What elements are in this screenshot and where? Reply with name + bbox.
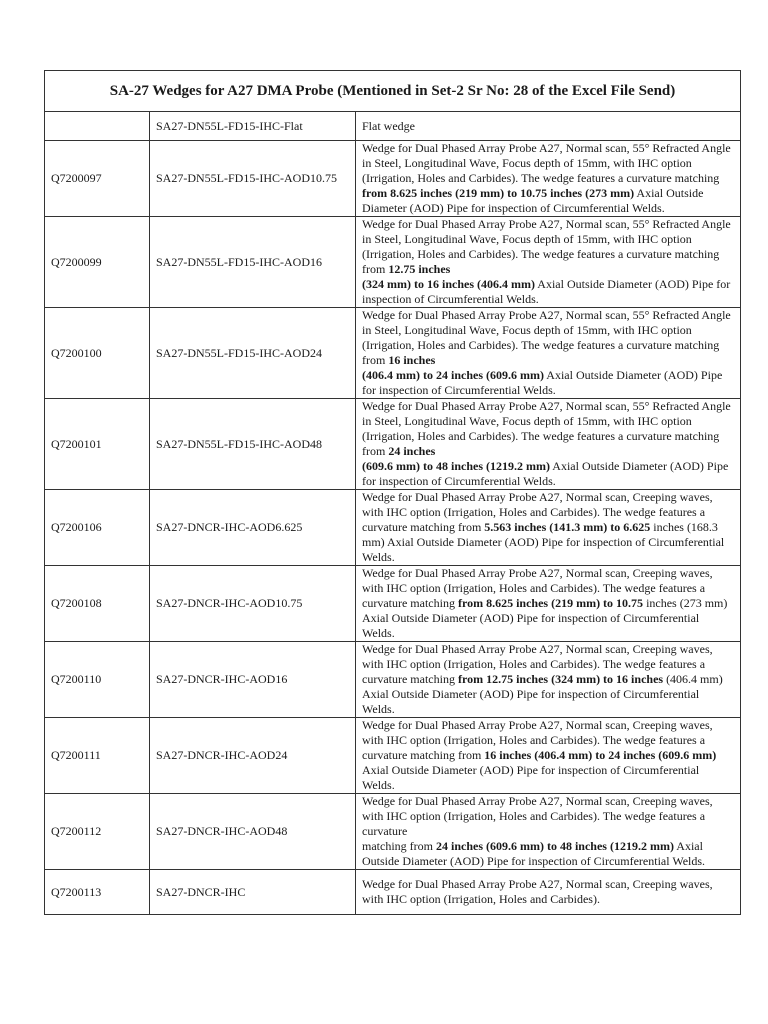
table-row <box>45 308 741 399</box>
description: Wedge for Dual Phased Array Probe A27, Normal scan, 55° Refracted Angle in Steel, Longitudinal Wave, Focus depth of 15mm, with IHC option (Irrigation, Holes and Carbides). The wedge features a curvature matching from 16 inches (406.4 mm) to 24 inches (609.6 mm) Axial Outside Diameter (AOD) Pipe for inspection of Circumferential Welds. <box>356 308 741 399</box>
description: Wedge for Dual Phased Array Probe A27, Normal scan, 55° Refracted Angle in Steel, Longitudinal Wave, Focus depth of 15mm, with IHC option (Irrigation, Holes and Carbides). The wedge features a curvature matching from 24 inches (609.6 mm) to 48 inches (1219.2 mm) Axial Outside Diameter (AOD) Pipe for inspection of Circumferential Welds. <box>356 399 741 490</box>
table-row <box>45 112 741 141</box>
description: Wedge for Dual Phased Array Probe A27, Normal scan, 55° Refracted Angle in Steel, Longitudinal Wave, Focus depth of 15mm, with IHC option (Irrigation, Holes and Carbides). The wedge features a curvature matching from 8.625 inches (219 mm) to 10.75 inches (273 mm) Axial Outside Diameter (AOD) Pipe for inspection of Circumferential Welds. <box>356 141 741 217</box>
model-number: SA27-DNCR-IHC-AOD48 <box>150 794 356 870</box>
model-number: SA27-DN55L-FD15-IHC-AOD10.75 <box>150 141 356 217</box>
table-row <box>45 141 741 217</box>
model-number: SA27-DNCR-IHC-AOD10.75 <box>150 566 356 642</box>
model-number: SA27-DNCR-IHC-AOD16 <box>150 642 356 718</box>
description: Wedge for Dual Phased Array Probe A27, Normal scan, 55° Refracted Angle in Steel, Longitudinal Wave, Focus depth of 15mm, with IHC option (Irrigation, Holes and Carbides). The wedge features a curvature matching from 12.75 inches (324 mm) to 16 inches (406.4 mm) Axial Outside Diameter (AOD) Pipe for inspection of Circumferential Welds. <box>356 217 741 308</box>
description: Wedge for Dual Phased Array Probe A27, Normal scan, Creeping waves, with IHC option (Irrigation, Holes and Carbides). The wedge features a curvature matching from 5.563 inches (141.3 mm) to 6.625 inches (168.3 mm) Axial Outside Diameter (AOD) Pipe for inspection of Circumferential Welds. <box>356 490 741 566</box>
model-number: SA27-DN55L-FD15-IHC-AOD48 <box>150 399 356 490</box>
product-code: Q7200112 <box>45 794 150 870</box>
model-number: SA27-DN55L-FD15-IHC-Flat <box>150 112 356 141</box>
product-code: Q7200100 <box>45 308 150 399</box>
product-code: Q7200111 <box>45 718 150 794</box>
table-title: SA-27 Wedges for A27 DMA Probe (Mentioned in Set-2 Sr No: 28 of the Excel File Send) <box>45 71 741 112</box>
model-number: SA27-DNCR-IHC-AOD6.625 <box>150 490 356 566</box>
description: Wedge for Dual Phased Array Probe A27, Normal scan, Creeping waves, with IHC option (Irrigation, Holes and Carbides). The wedge features a curvature matching from 16 inches (406.4 mm) to 24 inches (609.6 mm) Axial Outside Diameter (AOD) Pipe for inspection of Circumferential Welds. <box>356 718 741 794</box>
model-number: SA27-DNCR-IHC <box>150 870 356 915</box>
table-row <box>45 642 741 718</box>
model-number: SA27-DN55L-FD15-IHC-AOD24 <box>150 308 356 399</box>
document-page <box>44 70 740 915</box>
description: Wedge for Dual Phased Array Probe A27, Normal scan, Creeping waves, with IHC option (Irrigation, Holes and Carbides). <box>356 870 741 915</box>
model-number: SA27-DN55L-FD15-IHC-AOD16 <box>150 217 356 308</box>
wedge-table <box>44 70 741 915</box>
product-code <box>45 112 150 141</box>
table-row <box>45 217 741 308</box>
product-code: Q7200108 <box>45 566 150 642</box>
table-row <box>45 870 741 915</box>
product-code: Q7200101 <box>45 399 150 490</box>
product-code: Q7200097 <box>45 141 150 217</box>
title-row <box>45 71 741 112</box>
product-code: Q7200099 <box>45 217 150 308</box>
description: Wedge for Dual Phased Array Probe A27, Normal scan, Creeping waves, with IHC option (Irrigation, Holes and Carbides). The wedge features a curvature matching from 8.625 inches (219 mm) to 10.75 inches (273 mm) Axial Outside Diameter (AOD) Pipe for inspection of Circumferential Welds. <box>356 566 741 642</box>
model-number: SA27-DNCR-IHC-AOD24 <box>150 718 356 794</box>
table-row <box>45 718 741 794</box>
table-row <box>45 399 741 490</box>
product-code: Q7200106 <box>45 490 150 566</box>
product-code: Q7200110 <box>45 642 150 718</box>
table-row <box>45 566 741 642</box>
description: Wedge for Dual Phased Array Probe A27, Normal scan, Creeping waves, with IHC option (Irrigation, Holes and Carbides). The wedge features a curvature matching from 12.75 inches (324 mm) to 16 inches (406.4 mm) Axial Outside Diameter (AOD) Pipe for inspection of Circumferential Welds. <box>356 642 741 718</box>
table-row <box>45 794 741 870</box>
table-row <box>45 490 741 566</box>
description: Wedge for Dual Phased Array Probe A27, Normal scan, Creeping waves, with IHC option (Irrigation, Holes and Carbides). The wedge features a curvature matching from 24 inches (609.6 mm) to 48 inches (1219.2 mm) Axial Outside Diameter (AOD) Pipe for inspection of Circumferential Welds. <box>356 794 741 870</box>
description: Flat wedge <box>356 112 741 141</box>
product-code: Q7200113 <box>45 870 150 915</box>
